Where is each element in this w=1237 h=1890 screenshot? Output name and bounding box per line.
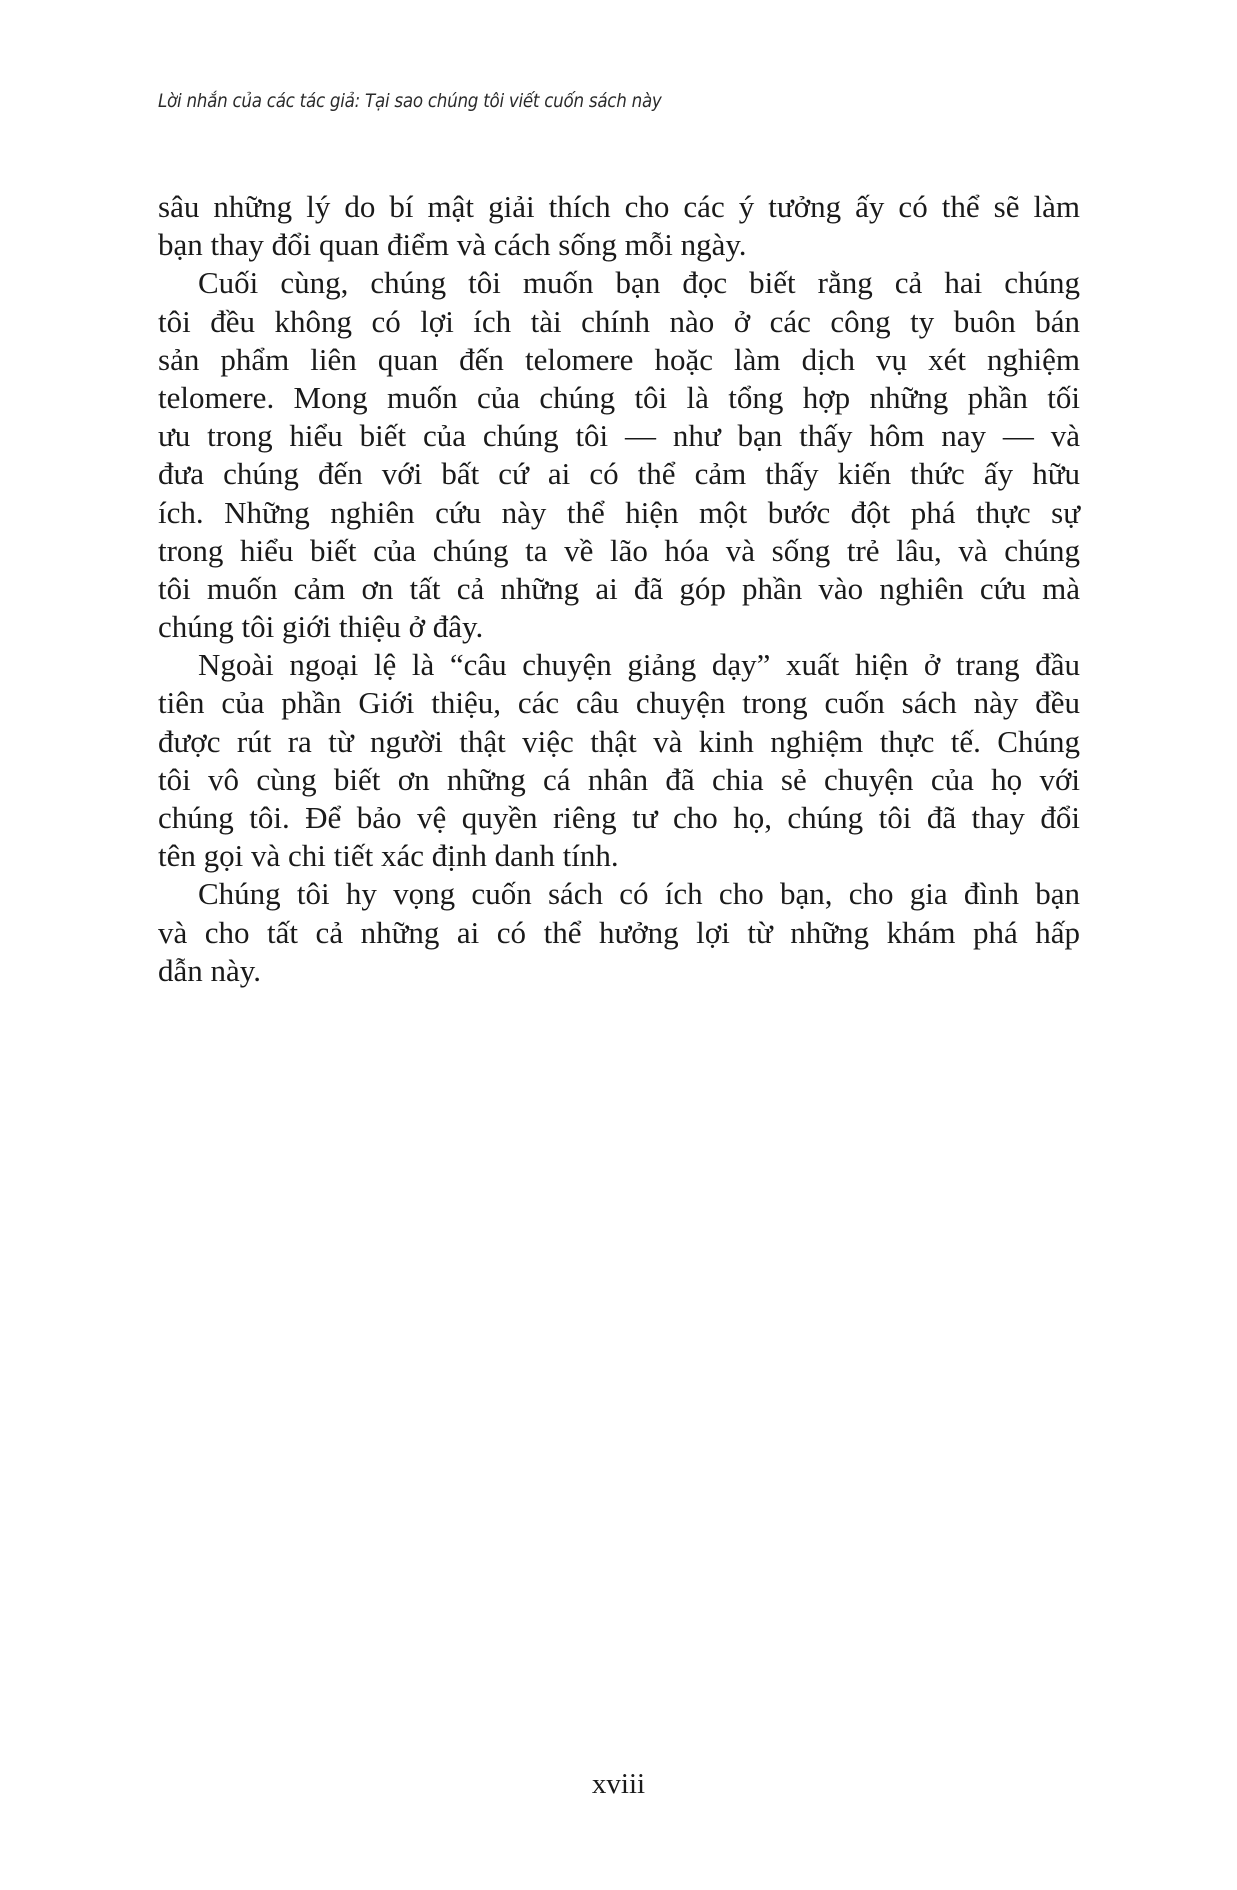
paragraph: [158, 188, 1080, 264]
text-line: ưu trong hiểu biết của chúng tôi — như bạn thấy hôm nay — và: [158, 418, 1080, 454]
text-line: tên gọi và chi tiết xác định danh tính.: [158, 838, 619, 874]
text-line: Cuối cùng, chúng tôi muốn bạn đọc biết rằng cả hai chúng: [198, 265, 1080, 301]
paragraph: [158, 646, 1080, 875]
text-line: bạn thay đổi quan điểm và cách sống mỗi ngày.: [158, 227, 747, 263]
running-head-title: Lời nhắn của các tác giả: Tại sao chúng tôi viết cuốn sách này: [158, 90, 662, 112]
text-line: tôi vô cùng biết ơn những cá nhân đã chia sẻ chuyện của họ với: [158, 761, 1080, 797]
text-line: được rút ra từ người thật việc thật và kinh nghiệm thực tế. Chúng: [158, 723, 1080, 759]
paragraph: [158, 264, 1080, 646]
text-line: sâu những lý do bí mật giải thích cho các ý tưởng ấy có thể sẽ làm: [158, 189, 1080, 224]
body-text: [158, 188, 1080, 990]
text-line: tiên của phần Giới thiệu, các câu chuyện trong cuốn sách này đều: [158, 685, 1080, 721]
text-line: Chúng tôi hy vọng cuốn sách có ích cho bạn, cho gia đình bạn: [198, 876, 1080, 912]
text-line: chúng tôi. Để bảo vệ quyền riêng tư cho họ, chúng tôi đã thay đổi: [158, 800, 1080, 835]
text-line: sản phẩm liên quan đến telomere hoặc làm dịch vụ xét nghiệm: [158, 341, 1080, 377]
text-line: tôi đều không có lợi ích tài chính nào ở các công ty buôn bán: [158, 303, 1080, 339]
text-line: chúng tôi giới thiệu ở đây.: [158, 609, 484, 645]
paragraph: [158, 875, 1080, 990]
text-line: trong hiểu biết của chúng ta về lão hóa và sống trẻ lâu, và chúng: [158, 532, 1080, 568]
text-line: và cho tất cả những ai có thể hưởng lợi từ những khám phá hấp: [158, 914, 1080, 950]
text-line: dẫn này.: [158, 952, 262, 988]
text-line: đưa chúng đến với bất cứ ai có thể cảm thấy kiến thức ấy hữu: [158, 456, 1080, 492]
text-line: ích. Những nghiên cứu này thể hiện một bước đột phá thực sự: [158, 494, 1080, 530]
text-line: tôi muốn cảm ơn tất cả những ai đã góp phần vào nghiên cứu mà: [158, 570, 1080, 606]
text-line: telomere. Mong muốn của chúng tôi là tổng hợp những phần tối: [158, 379, 1080, 415]
page-number: xviii: [591, 1768, 646, 1800]
text-line: Ngoài ngoại lệ là “câu chuyện giảng dạy” xuất hiện ở trang đầu: [198, 647, 1080, 683]
